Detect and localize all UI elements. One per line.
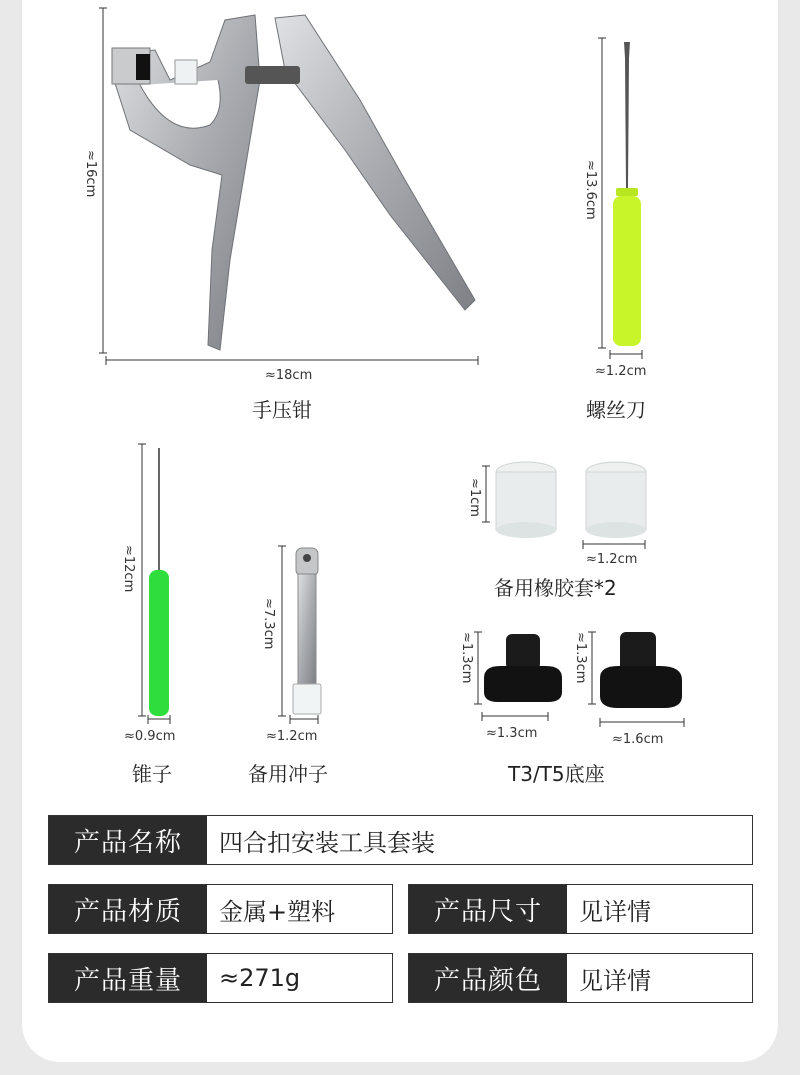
spec-key-weight: 产品重量 (49, 954, 207, 1002)
rubber-sleeve-height-dim: ≈1cm (467, 478, 482, 517)
punch-height-dim: ≈7.3cm (261, 598, 276, 650)
awl-height-dim-line (140, 444, 150, 724)
plier-width-dim: ≈18cm (265, 368, 313, 383)
base-left-height-dim: ≈1.3cm (459, 632, 474, 684)
screwdriver-width-dim-line (610, 350, 650, 360)
screwdriver-label: 螺丝刀 (586, 398, 646, 422)
base-right-width-dim: ≈1.6cm (612, 732, 664, 747)
awl-label: 锥子 (132, 762, 172, 786)
awl-height-dim: ≈12cm (121, 545, 136, 593)
base-label: T3/T5底座 (508, 762, 605, 786)
rubber-sleeve-width-dim: ≈1.2cm (586, 552, 638, 567)
base-left-width-dim: ≈1.3cm (486, 726, 538, 741)
base-right-width-dim-line (600, 718, 690, 728)
plier-height-dim-line (101, 8, 111, 358)
spec-value-weight: ≈271g (219, 964, 301, 992)
spec-row-name (48, 815, 753, 865)
rubber-sleeve-image (492, 460, 662, 540)
rubber-sleeve-label: 备用橡胶套*2 (494, 576, 617, 600)
spec-value-color: 见详情 (579, 966, 651, 995)
spec-key-color: 产品颜色 (409, 954, 567, 1002)
awl-width-dim: ≈0.9cm (124, 729, 176, 744)
base-right-height-dim: ≈1.3cm (573, 632, 588, 684)
punch-width-dim: ≈1.2cm (266, 729, 318, 744)
spec-value-size: 见详情 (579, 897, 651, 926)
spec-row-size (408, 884, 753, 934)
punch-label: 备用冲子 (248, 762, 328, 786)
rubber-sleeve-height-dim-line (484, 466, 494, 526)
spec-key-name: 产品名称 (49, 816, 207, 864)
spec-row-material (48, 884, 393, 934)
base-left-width-dim-line (482, 712, 562, 722)
punch-image (288, 544, 328, 724)
screwdriver-width-dim: ≈1.2cm (595, 364, 647, 379)
plier-height-dim: ≈16cm (83, 150, 98, 198)
awl-width-dim-line (148, 715, 188, 725)
rubber-sleeve-width-dim-line (583, 540, 653, 550)
spec-value-material: 金属+塑料 (219, 897, 336, 926)
hand-plier-image (100, 0, 500, 360)
screwdriver-height-dim-line (600, 38, 610, 358)
spec-value-name: 四合扣安装工具套装 (219, 828, 435, 857)
spec-row-weight (48, 953, 393, 1003)
base-right-height-dim-line (590, 632, 600, 712)
spec-key-size: 产品尺寸 (409, 885, 567, 933)
screwdriver-image (608, 38, 648, 358)
spec-row-color (408, 953, 753, 1003)
punch-height-dim-line (280, 546, 290, 726)
plier-width-dim-line (106, 356, 486, 366)
punch-width-dim-line (290, 715, 330, 725)
plier-label: 手压钳 (252, 398, 312, 422)
base-left-height-dim-line (476, 632, 486, 712)
screwdriver-height-dim: ≈13.6cm (583, 160, 598, 220)
spec-key-material: 产品材质 (49, 885, 207, 933)
